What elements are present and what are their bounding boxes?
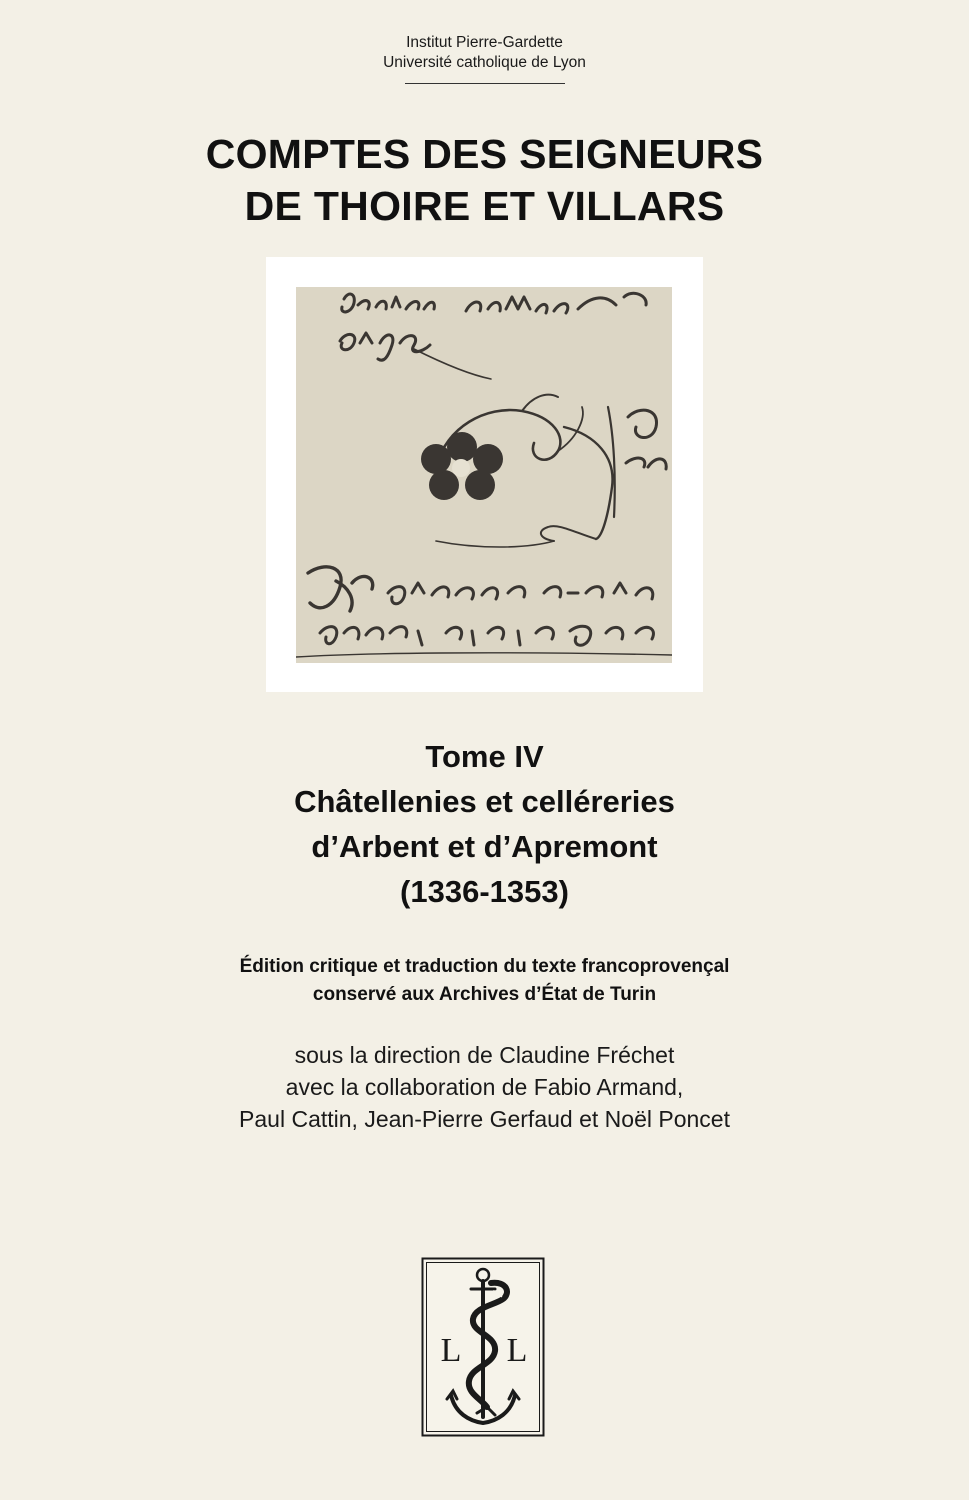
subtitle-dates: (1336-1353) — [400, 874, 569, 909]
publisher-logo — [421, 1257, 545, 1437]
credits-line-3: Paul Cattin, Jean-Pierre Gerfaud et Noël Poncet — [239, 1106, 730, 1132]
manuscript-image — [296, 287, 672, 663]
logo-letter-left: L — [440, 1332, 462, 1369]
credits-line-1: sous la direction de Claudine Fréchet — [294, 1042, 675, 1068]
volume-number: Tome IV — [425, 739, 544, 774]
credits-line-2: avec la collaboration de Fabio Armand, — [285, 1074, 684, 1100]
edition-line-1: Édition critique et traduction du texte francoprovençal — [239, 956, 730, 977]
credits-block — [0, 1039, 969, 1135]
title-line-1: COMPTES DES SEIGNEURS — [205, 131, 764, 177]
logo-letter-right: L — [506, 1332, 528, 1369]
institution-block — [0, 33, 969, 73]
university-name: Université catholique de Lyon — [383, 54, 586, 71]
subtitle-line-1: Châtellenies et celléreries — [294, 784, 675, 819]
title-line-2: DE THOIRE ET VILLARS — [244, 183, 725, 229]
volume-subtitle — [0, 779, 969, 914]
edition-line-2: conservé aux Archives d’État de Turin — [312, 984, 657, 1005]
institution-name: Institut Pierre-Gardette — [406, 34, 563, 51]
institution-divider — [405, 83, 565, 84]
subtitle-line-2: d’Arbent et d’Apremont — [311, 829, 658, 864]
book-title — [0, 128, 969, 232]
edition-description — [0, 953, 969, 1009]
